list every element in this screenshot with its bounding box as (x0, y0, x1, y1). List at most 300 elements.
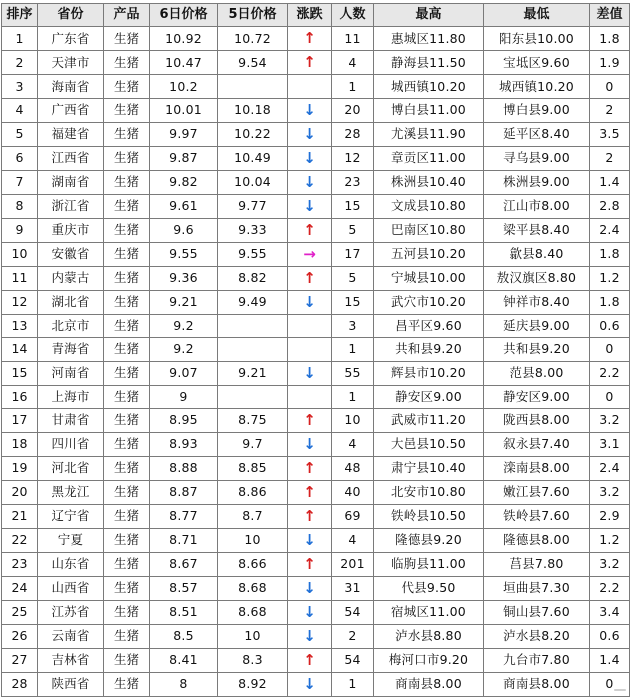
cell-price-6: 10.47 (150, 51, 218, 75)
cell-high: 章贡区11.00 (374, 146, 484, 170)
cell-rank: 16 (2, 385, 38, 408)
cell-trend (288, 672, 332, 696)
cell-province: 江苏省 (38, 600, 104, 624)
table-row (2, 385, 630, 408)
table-row (2, 338, 630, 361)
cell-high: 尤溪县11.90 (374, 122, 484, 146)
cell-low: 陇西县8.00 (484, 408, 590, 432)
cell-price-5: 8.85 (218, 456, 288, 480)
cell-product: 生猪 (104, 194, 150, 218)
cell-product: 生猪 (104, 480, 150, 504)
cell-low: 梁平县8.40 (484, 218, 590, 242)
cell-high: 静安区9.00 (374, 385, 484, 408)
cell-trend (288, 170, 332, 194)
cell-count: 48 (332, 456, 374, 480)
cell-price-6: 8.87 (150, 480, 218, 504)
cell-rank: 10 (2, 242, 38, 266)
table-row (2, 600, 630, 624)
header-count: 人数 (332, 4, 374, 27)
table-row (2, 672, 630, 696)
cell-province: 江西省 (38, 146, 104, 170)
cell-high: 武穴市10.20 (374, 290, 484, 314)
cell-province: 海南省 (38, 75, 104, 98)
cell-price-6: 8.41 (150, 648, 218, 672)
cell-trend (288, 600, 332, 624)
cell-trend (288, 314, 332, 337)
cell-diff: 3.2 (590, 408, 630, 432)
arrow-down-icon: ↓ (303, 148, 316, 167)
cell-price-6: 8.88 (150, 456, 218, 480)
cell-count: 4 (332, 432, 374, 456)
cell-province: 云南省 (38, 624, 104, 648)
cell-high: 昌平区9.60 (374, 314, 484, 337)
cell-price-5 (218, 338, 288, 361)
cell-price-6: 9.55 (150, 242, 218, 266)
arrow-down-icon: ↓ (303, 602, 316, 621)
cell-count: 28 (332, 122, 374, 146)
cell-product: 生猪 (104, 361, 150, 385)
cell-high: 宁城县10.00 (374, 266, 484, 290)
cell-rank: 5 (2, 122, 38, 146)
table-row (2, 75, 630, 98)
cell-diff: 2.8 (590, 194, 630, 218)
cell-price-5: 8.66 (218, 552, 288, 576)
table-row (2, 146, 630, 170)
cell-trend (288, 338, 332, 361)
cell-product: 生猪 (104, 408, 150, 432)
cell-low: 静安区9.00 (484, 385, 590, 408)
cell-price-6: 9.2 (150, 314, 218, 337)
cell-price-5: 10 (218, 624, 288, 648)
cell-price-5: 10.04 (218, 170, 288, 194)
table-row (2, 51, 630, 75)
arrow-down-icon: ↓ (303, 674, 316, 693)
cell-high: 泸水县8.80 (374, 624, 484, 648)
cell-rank: 21 (2, 504, 38, 528)
cell-rank: 13 (2, 314, 38, 337)
cell-count: 54 (332, 600, 374, 624)
cell-count: 1 (332, 672, 374, 696)
cell-product: 生猪 (104, 600, 150, 624)
table-row (2, 408, 630, 432)
arrow-up-icon: ↑ (303, 53, 316, 72)
cell-low: 宝坻区9.60 (484, 51, 590, 75)
cell-trend (288, 648, 332, 672)
table-row (2, 242, 630, 266)
cell-price-5: 9.21 (218, 361, 288, 385)
cell-province: 河北省 (38, 456, 104, 480)
cell-rank: 3 (2, 75, 38, 98)
cell-low: 垣曲县7.30 (484, 576, 590, 600)
cell-rank: 22 (2, 528, 38, 552)
table-row (2, 290, 630, 314)
cell-rank: 28 (2, 672, 38, 696)
cell-province: 宁夏 (38, 528, 104, 552)
cell-count: 12 (332, 146, 374, 170)
cell-high: 静海县11.50 (374, 51, 484, 75)
cell-trend (288, 456, 332, 480)
cell-price-6: 8.67 (150, 552, 218, 576)
cell-diff: 3.2 (590, 480, 630, 504)
cell-diff: 0.6 (590, 624, 630, 648)
cell-trend (288, 27, 332, 51)
cell-diff: 1.2 (590, 266, 630, 290)
cell-price-6: 9.21 (150, 290, 218, 314)
cell-price-6: 8.95 (150, 408, 218, 432)
cell-trend (288, 480, 332, 504)
header-price-6: 6日价格 (150, 4, 218, 27)
table-row (2, 194, 630, 218)
cell-count: 5 (332, 218, 374, 242)
cell-price-6: 8 (150, 672, 218, 696)
cell-high: 肃宁县10.40 (374, 456, 484, 480)
cell-trend (288, 624, 332, 648)
cell-low: 范县8.00 (484, 361, 590, 385)
cell-trend (288, 242, 332, 266)
cell-price-6: 9.36 (150, 266, 218, 290)
cell-trend (288, 528, 332, 552)
cell-diff: 1.2 (590, 528, 630, 552)
cell-count: 1 (332, 75, 374, 98)
cell-product: 生猪 (104, 75, 150, 98)
cell-price-6: 8.51 (150, 600, 218, 624)
cell-trend (288, 266, 332, 290)
cell-high: 株洲县10.40 (374, 170, 484, 194)
cell-rank: 7 (2, 170, 38, 194)
cell-high: 辉县市10.20 (374, 361, 484, 385)
arrow-up-icon: ↑ (303, 458, 316, 477)
cell-diff: 2 (590, 146, 630, 170)
cell-rank: 12 (2, 290, 38, 314)
cell-count: 3 (332, 314, 374, 337)
cell-rank: 25 (2, 600, 38, 624)
cell-trend (288, 194, 332, 218)
table-row (2, 27, 630, 51)
cell-count: 4 (332, 51, 374, 75)
cell-product: 生猪 (104, 504, 150, 528)
cell-low: 歙县8.40 (484, 242, 590, 266)
cell-price-6: 8.57 (150, 576, 218, 600)
arrow-down-icon: ↓ (303, 434, 316, 453)
cell-high: 铁岭县10.50 (374, 504, 484, 528)
cell-product: 生猪 (104, 122, 150, 146)
cell-price-5 (218, 75, 288, 98)
cell-rank: 19 (2, 456, 38, 480)
cell-low: 钟祥市8.40 (484, 290, 590, 314)
cell-trend (288, 75, 332, 98)
cell-rank: 26 (2, 624, 38, 648)
cell-low: 城西镇10.20 (484, 75, 590, 98)
cell-diff: 1.4 (590, 648, 630, 672)
cell-trend (288, 361, 332, 385)
arrow-down-icon: ↓ (303, 100, 316, 119)
cell-count: 40 (332, 480, 374, 504)
cell-product: 生猪 (104, 290, 150, 314)
cell-count: 15 (332, 194, 374, 218)
cell-province: 青海省 (38, 338, 104, 361)
pig-price-table (1, 3, 630, 697)
cell-province: 浙江省 (38, 194, 104, 218)
cell-price-5: 8.82 (218, 266, 288, 290)
cell-rank: 4 (2, 98, 38, 122)
cell-province: 广东省 (38, 27, 104, 51)
cell-province: 福建省 (38, 122, 104, 146)
cell-diff: 0 (590, 75, 630, 98)
cell-rank: 24 (2, 576, 38, 600)
cell-product: 生猪 (104, 242, 150, 266)
cell-diff: 3.2 (590, 552, 630, 576)
arrow-down-icon: ↓ (303, 196, 316, 215)
cell-trend (288, 98, 332, 122)
cell-low: 铜山县7.60 (484, 600, 590, 624)
cell-price-5: 10.18 (218, 98, 288, 122)
table-row (2, 361, 630, 385)
cell-low: 泸水县8.20 (484, 624, 590, 648)
cell-low: 莒县7.80 (484, 552, 590, 576)
cell-count: 17 (332, 242, 374, 266)
header-price-5: 5日价格 (218, 4, 288, 27)
cell-high: 惠城区11.80 (374, 27, 484, 51)
cell-low: 铁岭县7.60 (484, 504, 590, 528)
cell-province: 甘肃省 (38, 408, 104, 432)
cell-province: 辽宁省 (38, 504, 104, 528)
cell-province: 黑龙江 (38, 480, 104, 504)
cell-diff: 2.2 (590, 576, 630, 600)
cell-rank: 15 (2, 361, 38, 385)
cell-price-6: 8.71 (150, 528, 218, 552)
cell-rank: 18 (2, 432, 38, 456)
cell-province: 湖南省 (38, 170, 104, 194)
cell-rank: 20 (2, 480, 38, 504)
cell-rank: 11 (2, 266, 38, 290)
cell-rank: 9 (2, 218, 38, 242)
cell-price-5: 10 (218, 528, 288, 552)
cell-high: 隆德县9.20 (374, 528, 484, 552)
cell-diff: 2.4 (590, 218, 630, 242)
table-row (2, 480, 630, 504)
cell-price-6: 9.2 (150, 338, 218, 361)
cell-high: 城西镇10.20 (374, 75, 484, 98)
cell-low: 隆德县8.00 (484, 528, 590, 552)
table-row (2, 552, 630, 576)
cell-province: 陕西省 (38, 672, 104, 696)
cell-province: 四川省 (38, 432, 104, 456)
cell-count: 11 (332, 27, 374, 51)
cell-diff: 3.4 (590, 600, 630, 624)
cell-price-5: 8.3 (218, 648, 288, 672)
cell-count: 5 (332, 266, 374, 290)
cell-diff: 0 (590, 385, 630, 408)
arrow-down-icon: ↓ (303, 124, 316, 143)
cell-price-6: 10.92 (150, 27, 218, 51)
arrow-down-icon: ↓ (303, 363, 316, 382)
cell-rank: 2 (2, 51, 38, 75)
table-row (2, 122, 630, 146)
cell-diff: 1.9 (590, 51, 630, 75)
cell-price-6: 9.87 (150, 146, 218, 170)
cell-diff: 0.6 (590, 314, 630, 337)
table-row (2, 170, 630, 194)
table-row (2, 528, 630, 552)
cell-price-6: 8.5 (150, 624, 218, 648)
arrow-up-icon: ↑ (303, 554, 316, 573)
cell-province: 广西省 (38, 98, 104, 122)
cell-product: 生猪 (104, 170, 150, 194)
cell-product: 生猪 (104, 338, 150, 361)
header-product: 产品 (104, 4, 150, 27)
cell-price-5: 10.72 (218, 27, 288, 51)
cell-product: 生猪 (104, 314, 150, 337)
cell-count: 20 (332, 98, 374, 122)
header-high: 最高 (374, 4, 484, 27)
cell-price-5: 9.49 (218, 290, 288, 314)
cell-price-6: 10.2 (150, 75, 218, 98)
cell-trend (288, 218, 332, 242)
cell-product: 生猪 (104, 385, 150, 408)
cell-low: 寻乌县9.00 (484, 146, 590, 170)
cell-high: 北安市10.80 (374, 480, 484, 504)
arrow-down-icon: ↓ (303, 172, 316, 191)
arrow-up-icon: ↑ (303, 410, 316, 429)
header-trend: 涨跌 (288, 4, 332, 27)
cell-trend (288, 51, 332, 75)
cell-price-6: 9.82 (150, 170, 218, 194)
cell-price-5: 8.92 (218, 672, 288, 696)
cell-diff: 1.8 (590, 242, 630, 266)
cell-high: 巴南区10.80 (374, 218, 484, 242)
cell-low: 共和县9.20 (484, 338, 590, 361)
cell-price-5: 9.55 (218, 242, 288, 266)
table-row (2, 576, 630, 600)
cell-high: 共和县9.20 (374, 338, 484, 361)
cell-diff: 1.8 (590, 27, 630, 51)
arrow-down-icon: ↓ (303, 626, 316, 645)
cell-price-5: 8.86 (218, 480, 288, 504)
table-row (2, 504, 630, 528)
cell-high: 博白县11.00 (374, 98, 484, 122)
cell-diff: 1.8 (590, 290, 630, 314)
cell-count: 201 (332, 552, 374, 576)
cell-diff: 2.9 (590, 504, 630, 528)
cell-high: 临朐县11.00 (374, 552, 484, 576)
cell-high: 代县9.50 (374, 576, 484, 600)
cell-trend (288, 408, 332, 432)
cell-diff: 2.2 (590, 361, 630, 385)
arrow-up-icon: ↑ (303, 506, 316, 525)
cell-province: 安徽省 (38, 242, 104, 266)
table-body (2, 27, 630, 697)
header-row (2, 4, 630, 27)
arrow-up-icon: ↑ (303, 29, 316, 48)
cell-product: 生猪 (104, 456, 150, 480)
cell-count: 69 (332, 504, 374, 528)
table-row (2, 456, 630, 480)
table-row (2, 432, 630, 456)
cell-count: 23 (332, 170, 374, 194)
cell-product: 生猪 (104, 51, 150, 75)
cell-low: 株洲县9.00 (484, 170, 590, 194)
cell-rank: 17 (2, 408, 38, 432)
cell-low: 阳东县10.00 (484, 27, 590, 51)
arrow-up-icon: ↑ (303, 650, 316, 669)
cell-product: 生猪 (104, 672, 150, 696)
cell-low: 九台市7.80 (484, 648, 590, 672)
watermark (614, 689, 626, 691)
cell-price-5: 8.68 (218, 600, 288, 624)
cell-low: 博白县9.00 (484, 98, 590, 122)
cell-high: 大邑县10.50 (374, 432, 484, 456)
cell-diff: 3.1 (590, 432, 630, 456)
header-province: 省份 (38, 4, 104, 27)
cell-low: 延庆县9.00 (484, 314, 590, 337)
table-row (2, 648, 630, 672)
cell-price-5: 10.49 (218, 146, 288, 170)
cell-trend (288, 385, 332, 408)
cell-price-6: 8.93 (150, 432, 218, 456)
cell-product: 生猪 (104, 218, 150, 242)
cell-product: 生猪 (104, 624, 150, 648)
cell-low: 敖汉旗区8.80 (484, 266, 590, 290)
cell-diff: 1.4 (590, 170, 630, 194)
cell-high: 宿城区11.00 (374, 600, 484, 624)
cell-price-5: 9.77 (218, 194, 288, 218)
cell-province: 北京市 (38, 314, 104, 337)
cell-low: 叙永县7.40 (484, 432, 590, 456)
cell-price-5: 9.7 (218, 432, 288, 456)
cell-trend (288, 504, 332, 528)
table-row (2, 218, 630, 242)
cell-price-5: 9.54 (218, 51, 288, 75)
table-row (2, 314, 630, 337)
cell-price-5 (218, 314, 288, 337)
cell-trend (288, 290, 332, 314)
cell-rank: 1 (2, 27, 38, 51)
arrow-down-icon: ↓ (303, 578, 316, 597)
cell-rank: 6 (2, 146, 38, 170)
cell-low: 延平区8.40 (484, 122, 590, 146)
cell-count: 31 (332, 576, 374, 600)
cell-high: 商南县8.00 (374, 672, 484, 696)
cell-product: 生猪 (104, 432, 150, 456)
cell-province: 上海市 (38, 385, 104, 408)
table-row (2, 98, 630, 122)
cell-price-5: 10.22 (218, 122, 288, 146)
header-low: 最低 (484, 4, 590, 27)
cell-province: 天津市 (38, 51, 104, 75)
cell-low: 嫩江县7.60 (484, 480, 590, 504)
cell-diff: 2 (590, 98, 630, 122)
cell-product: 生猪 (104, 27, 150, 51)
cell-price-5: 9.33 (218, 218, 288, 242)
cell-rank: 23 (2, 552, 38, 576)
cell-count: 2 (332, 624, 374, 648)
cell-trend (288, 146, 332, 170)
cell-product: 生猪 (104, 528, 150, 552)
cell-price-6: 9.07 (150, 361, 218, 385)
header-diff: 差值 (590, 4, 630, 27)
cell-price-5: 8.7 (218, 504, 288, 528)
cell-price-5: 8.68 (218, 576, 288, 600)
arrow-up-icon: ↑ (303, 220, 316, 239)
cell-rank: 27 (2, 648, 38, 672)
cell-province: 湖北省 (38, 290, 104, 314)
cell-count: 4 (332, 528, 374, 552)
cell-count: 1 (332, 385, 374, 408)
cell-trend (288, 122, 332, 146)
cell-product: 生猪 (104, 98, 150, 122)
cell-province: 河南省 (38, 361, 104, 385)
cell-province: 吉林省 (38, 648, 104, 672)
